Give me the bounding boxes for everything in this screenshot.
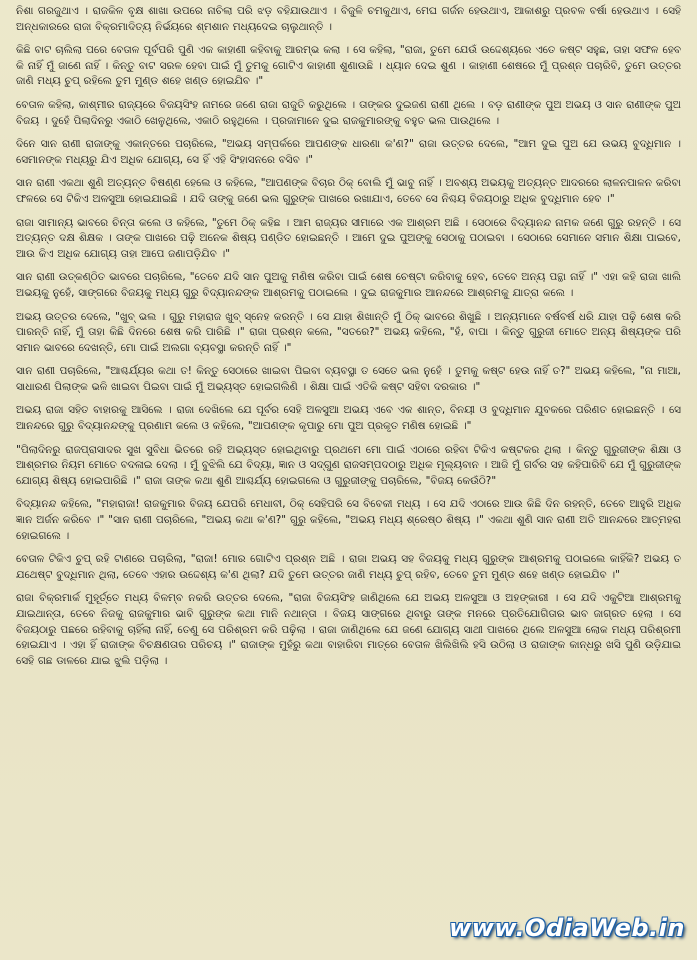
paragraph: ବେତାଳ କହିଲା, କାଶ୍ମୀର ରାଜ୍ୟରେ ବିଜୟସିଂହ ନାମରେ ଜଣେ ରାଜା ରାଜୁତି କରୁଥିଲେ । ତାଙ୍କର ଦୁଇଜଣ ରାଣୀ ଥିଲେ । ବଡ଼ ରାଣୀଙ୍କ ପୁଅ ଅଭୟ ଓ ସାନ ରାଣୀଙ୍କ ପୁଅ ବିଜୟ । ଦୁହେଁ ପିଲାଦିନରୁ ଏକାଠି ଖେଳୁଥିଲେ, ଏକାଠି ରହୁଥିଲେ । ପ୍ରଜାମାନେ ଦୁଇ ରାଜକୁମାରଙ୍କୁ ବହୁତ ଭଲ ପାଉଥିଲେ ।: [16, 98, 681, 127]
paragraph: ସାନ ରାଣୀ ପଚାରିଲେ, "ଆଶ୍ଚର୍ଯ୍ୟର କଥା ତ! କିନ୍ତୁ ସେଠାରେ ଖାଇବା ପିଇବା ବ୍ୟବସ୍ଥା ତ ସେତେ ଭଲ ନୁହେଁ । ତୁମକୁ କଷ୍ଟ ହେଉ ନାହିଁ ତ?" ଅଭୟ କହିଲେ, "ନା ମାଆ, ସାଧାରଣ ପିଲାଙ୍କ ଭଳି ଖାଇବା ପିଇବା ପାଇଁ ମୁଁ ଅଭ୍ୟସ୍ତ ହୋଇଗଲିଣି । ଶିକ୍ଷା ପାଇଁ ଏତିକି କଷ୍ଟ ସହିବା ଦରକାର ।": [16, 365, 681, 393]
paragraph: ଦିନେ ସାନ ରାଣୀ ରାଜାଙ୍କୁ ଏକାନ୍ତରେ ପଚାରିଲେ, "ଅଭୟ ସମ୍ପର୍କରେ ଆପଣଙ୍କ ଧାରଣା କ'ଣ?" ରାଜା ଉତ୍ତର ଦେଲେ, "ଆମ ଦୁଇ ପୁଅ ଯେ ଉଭୟ ବୁଦ୍ଧିମାନ । ସେମାନଙ୍କ ମଧ୍ୟରୁ ଯିଏ ଅଧିକ ଯୋଗ୍ୟ, ସେ ହିଁ ଏହି ସିଂହାସନରେ ବସିବ ।": [16, 138, 681, 166]
paragraph: ରାଜା ବିକ୍ରମାର୍କ ମୁହୂର୍ତ୍ତେ ମଧ୍ୟ ବିଳମ୍ବ ନକରି ଉତ୍ତର ଦେଲେ, "ରାଜା ବିଜୟସିଂହ ଜାଣିଥିଲେ ଯେ ଅଭୟ ଅଳସୁଆ ଓ ଅହଙ୍କାରୀ । ସେ ଯଦି ଏକୁଟିଆ ଆଶ୍ରମକୁ ଯାଇଥାନ୍ତା, ତେବେ ନିଜକୁ ରାଜକୁମାର ଭାବି ଗୁରୁଙ୍କ କଥା ମାନି ନଥାନ୍ତା । ବିଜୟ ସାଙ୍ଗରେ ଥିବାରୁ ତାଙ୍କ ମନରେ ପ୍ରତିଯୋଗିତାର ଭାବ ଜାଗ୍ରତ ହେଲା । ସେ ବିଜୟଠାରୁ ପଛରେ ରହିବାକୁ ଚାହିଁଲା ନାହିଁ, ତେଣୁ ସେ ପରିଶ୍ରମ କରି ପଢ଼ିଲା । ରାଜା ଜାଣିଥିଲେ ଯେ ଜଣେ ଯୋଗ୍ୟ ସାଥୀ ପାଖରେ ଥିଲେ ଅଳସୁଆ ଲୋକ ମଧ୍ୟ ପରିଶ୍ରମୀ ହୋଇଯାଏ । ଏହା ହିଁ ରାଜାଙ୍କ ବିଚକ୍ଷଣତାର ପରିଚୟ ।" ରାଜାଙ୍କ ମୁହଁରୁ କଥା ବାହାରିବା ମାତ୍ରେ ବେତାଳ ଖିଲିଖିଲି ହସି ଉଠିଲା ଓ ରାଜାଙ୍କ କାନ୍ଧରୁ ଖସି ପୁଣି ଉଡ଼ିଯାଇ ସେହି ଗଛ ଡାଳରେ ଯାଇ ଝୁଲି ପଡ଼ିଲା ।: [16, 592, 681, 667]
paragraph: ନିଶା ଗରଜୁଥାଏ । ରାଜକିଳ ବୃକ୍ଷ ଶାଖା ଉପରେ ନାଚିଲା ପରି ଝଡ଼ ବହିଯାଉଥାଏ । ବିଜୁଳି ଚମକୁଥାଏ, ମେଘ ଗର୍ଜନ ହେଉଥାଏ, ଆକାଶରୁ ପ୍ରବଳ ବର୍ଷା ହେଉଥାଏ । ସେହି ଅନ୍ଧକାରରେ ରାଜା ବିକ୍ରମାଦିତ୍ୟ ନିର୍ଭୟରେ ଶ୍ମଶାନ ମଧ୍ୟଦେଇ ଚାଲୁଥାନ୍ତି ।: [16, 5, 681, 33]
paragraph: ବିଦ୍ୟାନନ୍ଦ କହିଲେ, "ମହାରାଜା! ରାଜକୁମାର ବିଜୟ ଯେପରି ମେଧାବୀ, ଠିକ୍ ସେହିପରି ସେ ବିବେକୀ ମଧ୍ୟ । ସେ ଯଦି ଏଠାରେ ଆଉ କିଛି ଦିନ ରହନ୍ତି, ତେବେ ଆହୁରି ଅଧିକ ଜ୍ଞାନ ଅର୍ଜନ କରିବେ ।" "ସାନ ରାଣୀ ପଚାରିଲେ, "ଅଭୟ କଥା କ'ଣ?" ଗୁରୁ କହିଲେ, "ଅଭୟ ମଧ୍ୟ ଶ୍ରେଷ୍ଠ ଶିଷ୍ୟ ।" ଏକଥା ଶୁଣି ସାନ ରାଣୀ ଅତି ଆନନ୍ଦରେ ଆତ୍ମହରା ହୋଇଗଲେ ।: [16, 498, 681, 542]
paragraph: "ପିଲାଦିନରୁ ରାଜପ୍ରାସାଦର ସୁଖ ସୁବିଧା ଭିତରେ ରହି ଅଭ୍ୟସ୍ତ ହୋଇଥିବାରୁ ପ୍ରଥମେ ମୋ ପାଇଁ ଏଠାରେ ରହିବା ଟିକିଏ କଷ୍ଟକର ଥିଲା । କିନ୍ତୁ ଗୁରୁଜୀଙ୍କ ଶିକ୍ଷା ଓ ଆଶ୍ରମର ନିୟମ ମୋତେ ବଦଳାଇ ଦେଲା । ମୁଁ ବୁଝିଲି ଯେ ବିଦ୍ୟା, ଜ୍ଞାନ ଓ ସଦ୍ଗୁଣ ରାଜସମ୍ପଦଠାରୁ ଅଧିକ ମୂଲ୍ୟବାନ । ଆଜି ମୁଁ ଗର୍ବର ସହ କହିପାରିବି ଯେ ମୁଁ ଗୁରୁଜୀଙ୍କ ଯୋଗ୍ୟ ଶିଷ୍ୟ ହୋଇପାରିଛି ।" ରାଜା ତାଙ୍କ କଥା ଶୁଣି ଆଶ୍ଚର୍ଯ୍ୟ ହୋଇଗଲେ ଓ ଗୁରୁଜୀଙ୍କୁ ପଚାରିଲେ, "ବିଜୟ କେଉଁଠି?": [16, 443, 681, 487]
paragraph: ସାନ ରାଣୀ ଏକଥା ଶୁଣି ଅତ୍ୟନ୍ତ ବିଷଣ୍ଣ ହେଲେ ଓ କହିଲେ, "ଆପଣଙ୍କ ବିଚାର ଠିକ୍ ବୋଲି ମୁଁ ଭାବୁ ନାହିଁ । ଅବଶ୍ୟ ଅଭୟକୁ ଅତ୍ୟନ୍ତ ଆଦରରେ ଲାଳନପାଳନ କରିବା ଫଳରେ ସେ ଟିକିଏ ଅଳସୁଆ ହୋଇଯାଇଛି । ଯଦି ତାଙ୍କୁ ଜଣେ ଭଲ ଗୁରୁଙ୍କ ପାଖରେ ରଖାଯାଏ, ତେବେ ସେ ନିଶ୍ଚୟ ବିଜୟଠାରୁ ଅଧିକ ବୁଦ୍ଧିମାନ ହେବ ।": [16, 177, 681, 205]
paragraph: ଅଭୟ ରାଜା ସହିତ ବାହାରକୁ ଆସିଲେ । ରାଜା ଦେଖିଲେ ଯେ ପୂର୍ବର ସେହି ଅଳସୁଆ ଅଭୟ ଏବେ ଏକ ଶାନ୍ତ, ବିନୟୀ ଓ ବୁଦ୍ଧିମାନ ଯୁବକରେ ପରିଣତ ହୋଇଛନ୍ତି । ସେ ଆନନ୍ଦରେ ଗୁରୁ ବିଦ୍ୟାନନ୍ଦଙ୍କୁ ପ୍ରଣାମ କଲେ ଓ କହିଲେ, "ଆପଣଙ୍କ କୃପାରୁ ମୋ ପୁଅ ପ୍ରକୃତ ମଣିଷ ହୋଇଛି ।": [16, 404, 681, 433]
site-watermark: www.OdiaWeb.in: [449, 914, 685, 942]
paragraph: ଅଭୟ ଉତ୍ତର ଦେଲେ, "ଖୁବ୍ ଭଲ । ଗୁରୁ ମହାରାଜ ଖୁବ୍ ସ୍ନେହ କରନ୍ତି । ସେ ଯାହା ଶିଖାନ୍ତି ମୁଁ ଠିକ୍ ଭାବରେ ଶିଖୁଛି । ଅନ୍ୟମାନେ ବର୍ଷବର୍ଷ ଧରି ଯାହା ପଢ଼ି ଶେଷ କରି ପାରନ୍ତି ନାହିଁ, ମୁଁ ତାହା କିଛି ଦିନରେ ଶେଷ କରି ପାରିଛି ।" ରାଜା ପ୍ରଶ୍ନ କଲେ, "ସତରେ?" ଅଭୟ କହିଲେ, "ହଁ, ବାପା । କିନ୍ତୁ ଗୁରୁଜୀ ମୋତେ ଅନ୍ୟ ଶିଷ୍ୟଙ୍କ ପରି ସମାନ ଭାବରେ ଦେଖନ୍ତି, ମୋ ପାଇଁ ଅଲଗା ବ୍ୟବସ୍ଥା କରନ୍ତି ନାହିଁ ।": [16, 310, 681, 354]
paragraph: ରାଜା ସାମାନ୍ୟ ଭାବରେ ଚିନ୍ତା କଲେ ଓ କହିଲେ, "ତୁମେ ଠିକ୍ କହିଛ । ଆମ ରାଜ୍ୟର ସୀମାରେ ଏକ ଆଶ୍ରମ ଅଛି । ସେଠାରେ ବିଦ୍ୟାନନ୍ଦ ନାମକ ଜଣେ ଗୁରୁ ରହନ୍ତି । ସେ ଅତ୍ୟନ୍ତ ଦକ୍ଷ ଶିକ୍ଷକ । ତାଙ୍କ ପାଖରେ ପଢ଼ି ଅନେକ ଶିଷ୍ୟ ପଣ୍ଡିତ ହୋଇଛନ୍ତି । ଆମେ ଦୁଇ ପୁଅଙ୍କୁ ସେଠାକୁ ପଠାଇବା । ସେଠାରେ ସେମାନେ ସମାନ ଶିକ୍ଷା ପାଇବେ, ଆଉ କିଏ ଅଧିକ ଯୋଗ୍ୟ ତାହା ଆପେ ଜଣାପଡ଼ିଯିବ ।": [16, 216, 681, 260]
paragraph: କିଛି ବାଟ ଚାଲିଲା ପରେ ବେତାଳ ପୂର୍ବପରି ପୁଣି ଏକ କାହାଣୀ କହିବାକୁ ଆରମ୍ଭ କଲା । ସେ କହିଲା, "ରାଜା, ତୁମେ ଯେଉଁ ଉଦ୍ଦେଶ୍ୟରେ ଏତେ କଷ୍ଟ ସହୁଛ, ତାହା ସଫଳ ହେବ କି ନାହିଁ ମୁଁ ଜାଣେ ନାହିଁ । କିନ୍ତୁ ବାଟ ସରଳ ହେବା ପାଇଁ ମୁଁ ତୁମକୁ ଗୋଟିଏ କାହାଣୀ ଶୁଣାଉଛି । ଧ୍ୟାନ ଦେଇ ଶୁଣ । କାହାଣୀ ଶେଷରେ ମୁଁ ପ୍ରଶ୍ନ ପଚାରିବି, ତୁମେ ଉତ୍ତର ଜାଣି ମଧ୍ୟ ଚୁପ୍ ରହିଲେ ତୁମ ମୁଣ୍ଡ ଶହେ ଖଣ୍ଡ ହୋଇଯିବ ।": [16, 44, 681, 88]
story-text: [16, 4, 681, 910]
paragraph: ସାନ ରାଣୀ ଉତ୍କଣ୍ଠିତ ଭାବରେ ପଚାରିଲେ, "ତେବେ ଯଦି ସାନ ପୁଅକୁ ମଣିଷ କରିବା ପାଇଁ ଶେଷ ଚେଷ୍ଟା କରିବାକୁ ହେବ, ତେବେ ଅନ୍ୟ ପନ୍ଥା ନାହିଁ ।" ଏହା କହି ରାଜା ଖାଲି ଅଭୟକୁ ନୁହେଁ, ସାଙ୍ଗରେ ବିଜୟକୁ ମଧ୍ୟ ଗୁରୁ ବିଦ୍ୟାନନ୍ଦଙ୍କ ଆଶ୍ରମକୁ ପଠାଇଲେ । ଦୁଇ ରାଜକୁମାର ଆନନ୍ଦରେ ଆଶ୍ରମକୁ ଯାତ୍ରା କଲେ ।: [16, 271, 681, 299]
paragraph: ବେତାଳ ଟିକିଏ ଚୁପ୍ ରହି ଟାଣରେ ପଚାରିଲା, "ରାଜା! ମୋର ଗୋଟିଏ ପ୍ରଶ୍ନ ଅଛି । ରାଜା ଅଭୟ ସହ ବିଜୟକୁ ମଧ୍ୟ ଗୁରୁଙ୍କ ଆଶ୍ରମକୁ ପଠାଇଲେ କାହିଁକି? ଅଭୟ ତ ଯଥେଷ୍ଟ ବୁଦ୍ଧିମାନ ଥିଲା, ତେବେ ଏହାର ଉଦ୍ଦେଶ୍ୟ କ'ଣ ଥିଲା? ଯଦି ତୁମେ ଉତ୍ତର ଜାଣି ମଧ୍ୟ ଚୁପ୍ ରହିବ, ତେବେ ତୁମ ମୁଣ୍ଡ ଶହେ ଖଣ୍ଡ ହୋଇଯିବ ।": [16, 553, 681, 581]
